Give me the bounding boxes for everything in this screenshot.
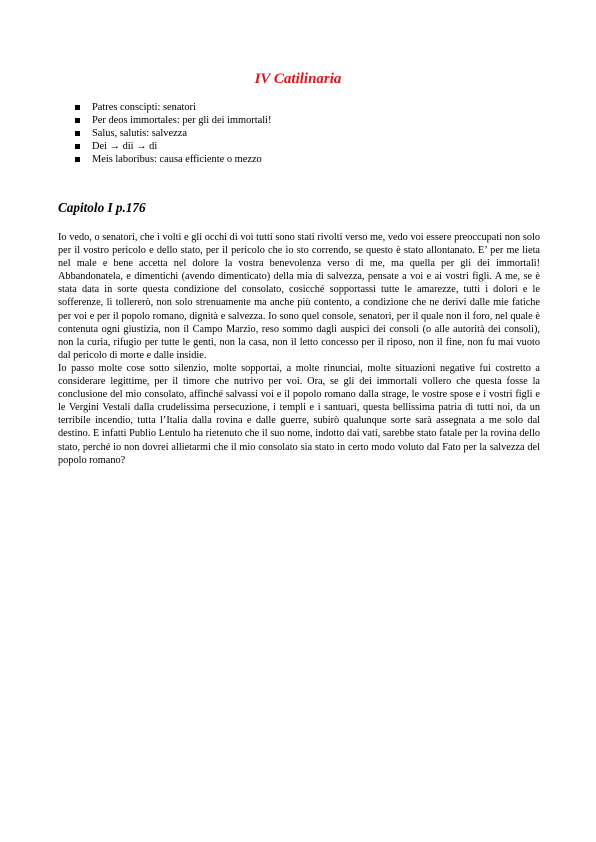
glossary-item xyxy=(75,127,535,140)
square-bullet-icon xyxy=(75,157,80,162)
glossary-item-text: Patres conscipti: senatori xyxy=(92,102,196,113)
glossary-item xyxy=(75,153,535,166)
glossary-item xyxy=(75,140,535,153)
square-bullet-icon xyxy=(75,144,80,149)
glossary-item-text: Meis laboribus: causa efficiente o mezzo xyxy=(92,154,262,165)
glossary-item xyxy=(75,101,535,114)
paragraph: Io vedo, o senatori, che i volti e gli occhi di voi tutti sono stati rivolti verso me, vedo voi essere preoccupati non solo per il vostro pericolo e dello stato, per il pericolo che io sto correndo, se questo è stato allontanato. E’ per me lieta nel male e bene accetta nel dolore la vostra benevolenza verso di me, ma quella per gli dei immortali! Abbandonatela, e dimentichi (avendo dimenticato) della mia di salvezza, pensate a voi e ai vostri figli. A me, se è stata data in sorte questa condizione del consolato, cosicché sopportassi tutte le amarezze, tutti i dolori e le sofferenze, li tollererò, non solo strenuamente ma anche più contento, a condizione che ne derivi dalle mie fatiche per voi e per il popolo romano, dignità e salvezza. Io sono quel console, senatori, per il quale non il foro, nel quale è contenuta ogni giustizia, non il Campo Marzio, reso sommo dagli auspici dei consoli (o alle autorità dei consoli), non la curia, rifugio per tutte le genti, non la casa, non il letto concesso per il riposo, non il fine, non fu mai vuoto dal pericolo di morte e dalle insidie. xyxy=(58,232,540,361)
paragraph: Io passo molte cose sotto silenzio, molte sopportai, a molte rinunciai, molte situazioni negative fui costretto a considerare legittime, per il timore che nutrivo per voi. Ora, se gli dei immortali vollero che questa fosse la conclusione del mio consolato, affinché salvassi voi e il popolo romano dalla strage, le vostre spose e i vostri figli e le Vergini Vestali dalla crudelissima persecuzione, i templi e i santuari, questa bellissima patria di tutti noi, da un terribile incendio, tutta l’Italia dalla rovina e dalle guerre, subirò qualunque sorte sarà assegnata a me solo dal destino. E infatti Publio Lentulo ha rietenuto che il suo nome, indotto dai vati, sarebbe stato fatale per la rovina dello stato, perché io non dovrei allietarmi che il mio consolato sia stato in certo modo voluto dal Fato per la salvezza del popolo romano? xyxy=(58,362,540,466)
glossary-item-text: Dei → dii → di xyxy=(92,141,158,152)
glossary-item-text: Per deos immortales: per gli dei immortali! xyxy=(92,115,272,126)
square-bullet-icon xyxy=(75,131,80,136)
chapter-body xyxy=(58,231,540,467)
square-bullet-icon xyxy=(75,105,80,110)
document-title: IV Catilinaria xyxy=(254,71,342,87)
glossary-item-text: Salus, salutis: salvezza xyxy=(92,128,187,139)
chapter-heading: Capitolo I p.176 xyxy=(58,200,146,215)
glossary-item xyxy=(75,114,535,127)
square-bullet-icon xyxy=(75,118,80,123)
glossary-list xyxy=(75,101,535,166)
